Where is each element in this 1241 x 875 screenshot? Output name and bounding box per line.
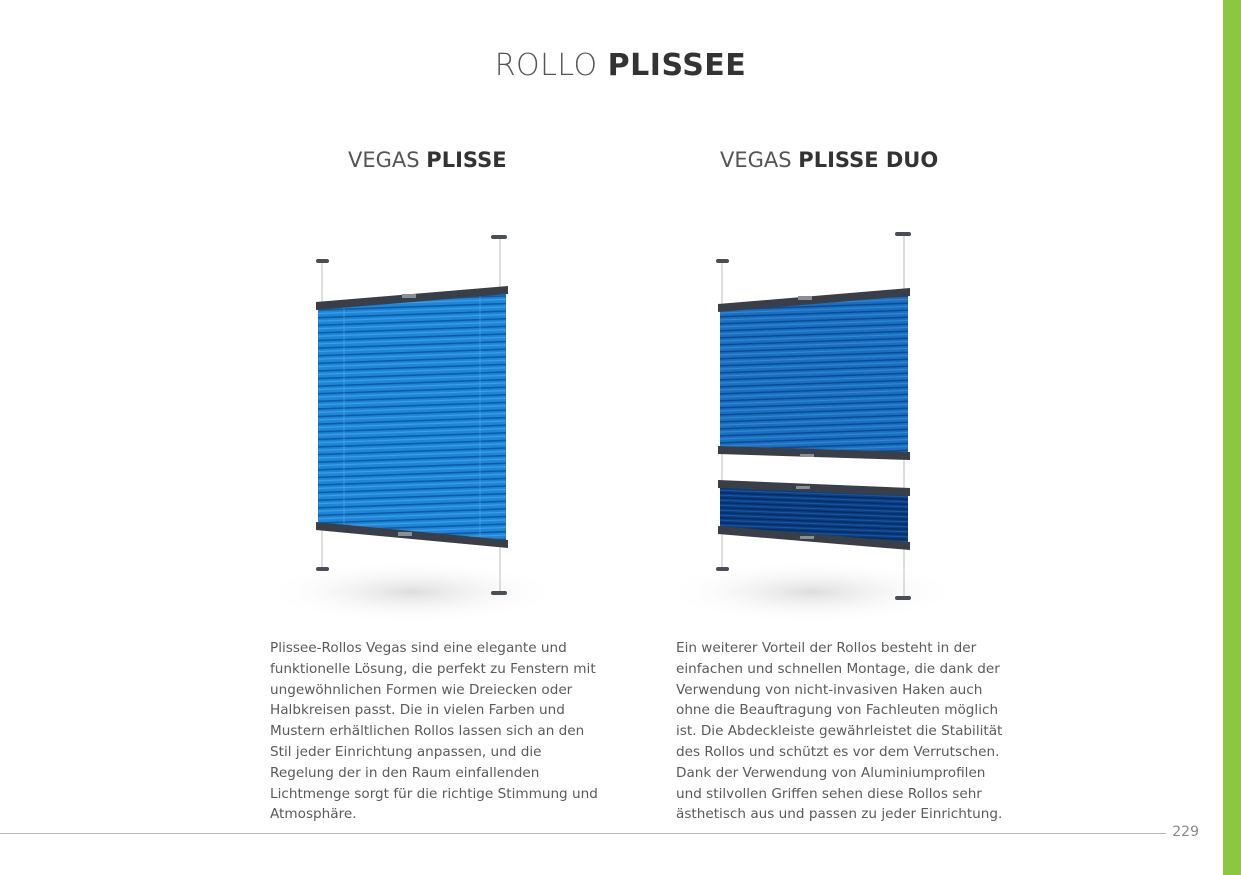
pleated-blind-single-icon [262,220,562,630]
page-title-light: ROLLO [494,48,598,83]
product-description-plisse: Plissee-Rollos Vegas sind eine elegante und funktionelle Lösung, die perfekt zu Fenstern mit ungewöhnlichen Formen wie Dreiecken oder Halbkreisen passt. Die in vielen Farben und Mustern erhältlichen Rollos lassen sich an den Stil jeder Einrichtung anpassen, und die Regelung der in den Raum einfallenden Lichtmenge sorgt für die richtige Stimmung und Atmosphäre. [270,640,598,823]
product-title-light: VEGAS [720,148,792,172]
product-title-bold: PLISSE [426,148,507,172]
product-title-plisse-duo [720,148,938,172]
product-title-plisse [348,148,507,172]
accent-bar [1223,0,1241,875]
product-title-light: VEGAS [348,148,420,172]
footer-rule [0,833,1168,834]
page-title-bold: PLISSEE [607,48,747,83]
product-description-plisse-duo: Ein weiterer Vorteil der Rollos besteht in der einfachen und schnellen Montage, die dank der Verwendung von nicht-invasiven Haken auch ohne die Beauftragung von Fachleuten möglich ist. Die Abdeckleiste gewährleistet die Stabilität des Rollos und schützt es vor dem Verrutschen. Dank der Verwendung von Aluminiumprofilen und stilvollen Griffen sehen diese Rollos sehr ästhetisch aus und passen zu jeder Einrichtung. [676,640,1003,823]
page-number: 229 [1166,824,1199,840]
page-title [0,48,1241,83]
product-title-bold: PLISSE DUO [798,148,939,172]
pleated-blind-duo-icon [662,220,962,630]
